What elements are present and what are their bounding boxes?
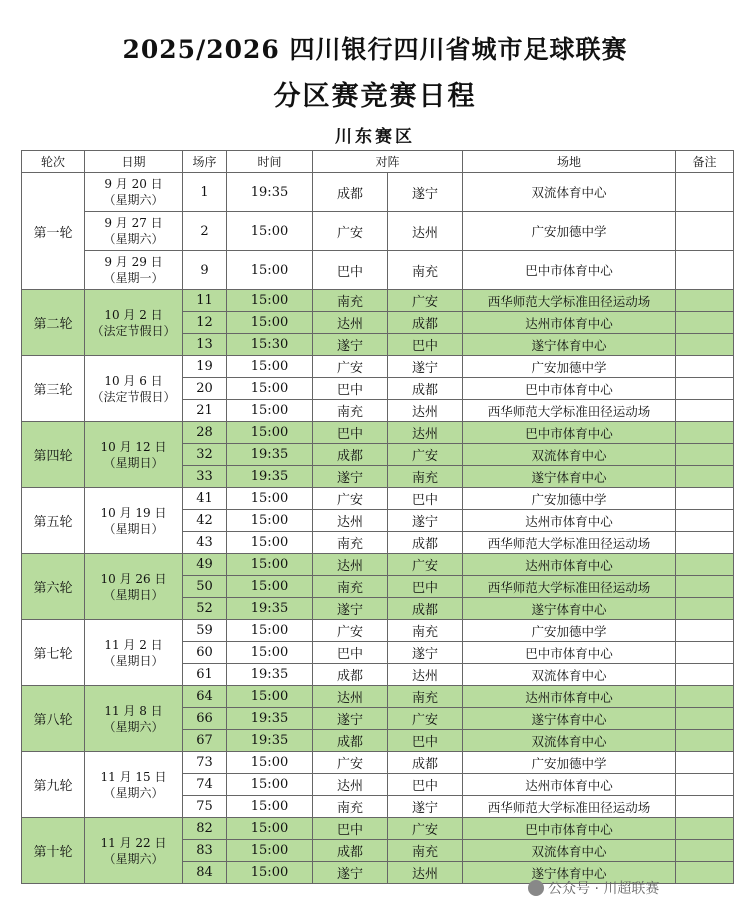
away-team: 达州 xyxy=(388,422,463,444)
date-cell xyxy=(85,212,183,251)
home-team: 广安 xyxy=(313,356,388,378)
home-team: 南充 xyxy=(313,400,388,422)
match-time: 15:00 xyxy=(227,686,313,708)
away-team: 巴中 xyxy=(388,488,463,510)
match-time: 15:00 xyxy=(227,576,313,598)
remarks xyxy=(676,752,734,774)
table-row xyxy=(22,752,734,774)
away-team: 南充 xyxy=(388,686,463,708)
date-line1: 10 月 12 日 xyxy=(100,439,167,454)
match-time: 15:30 xyxy=(227,334,313,356)
home-team: 达州 xyxy=(313,774,388,796)
match-no: 49 xyxy=(183,554,227,576)
home-team: 成都 xyxy=(313,173,388,212)
round-cell: 第七轮 xyxy=(22,620,85,686)
header-round: 轮次 xyxy=(22,151,85,173)
match-no: 59 xyxy=(183,620,227,642)
match-no: 32 xyxy=(183,444,227,466)
away-team: 遂宁 xyxy=(388,642,463,664)
match-no: 66 xyxy=(183,708,227,730)
remarks xyxy=(676,532,734,554)
away-team: 巴中 xyxy=(388,576,463,598)
date-line2: （星期六） xyxy=(103,851,164,866)
match-no: 43 xyxy=(183,532,227,554)
date-cell xyxy=(85,173,183,212)
date-cell xyxy=(85,752,183,818)
remarks xyxy=(676,312,734,334)
table-row xyxy=(22,251,734,290)
remarks xyxy=(676,862,734,884)
home-team: 南充 xyxy=(313,532,388,554)
match-no: 61 xyxy=(183,664,227,686)
date-line1: 10 月 2 日 xyxy=(104,307,163,322)
header-date: 日期 xyxy=(85,151,183,173)
table-row xyxy=(22,356,734,378)
wechat-icon xyxy=(528,880,544,896)
away-team: 达州 xyxy=(388,862,463,884)
match-no: 84 xyxy=(183,862,227,884)
remarks xyxy=(676,664,734,686)
venue: 双流体育中心 xyxy=(463,730,676,752)
match-no: 83 xyxy=(183,840,227,862)
home-team: 广安 xyxy=(313,488,388,510)
home-team: 成都 xyxy=(313,840,388,862)
away-team: 南充 xyxy=(388,466,463,488)
date-line2: （星期六） xyxy=(103,719,164,734)
away-team: 成都 xyxy=(388,532,463,554)
venue: 广安加德中学 xyxy=(463,488,676,510)
match-no: 33 xyxy=(183,466,227,488)
match-time: 15:00 xyxy=(227,840,313,862)
venue: 双流体育中心 xyxy=(463,173,676,212)
venue: 双流体育中心 xyxy=(463,840,676,862)
venue: 广安加德中学 xyxy=(463,356,676,378)
match-time: 19:35 xyxy=(227,466,313,488)
remarks xyxy=(676,620,734,642)
match-time: 15:00 xyxy=(227,532,313,554)
venue: 西华师范大学标准田径运动场 xyxy=(463,576,676,598)
header-matchup: 对阵 xyxy=(313,151,463,173)
date-line1: 11 月 8 日 xyxy=(104,703,163,718)
match-time: 15:00 xyxy=(227,212,313,251)
remarks xyxy=(676,444,734,466)
table-row xyxy=(22,488,734,510)
home-team: 巴中 xyxy=(313,251,388,290)
match-time: 15:00 xyxy=(227,251,313,290)
remarks xyxy=(676,488,734,510)
away-team: 遂宁 xyxy=(388,796,463,818)
home-team: 成都 xyxy=(313,730,388,752)
date-line1: 11 月 22 日 xyxy=(100,835,167,850)
match-time: 19:35 xyxy=(227,708,313,730)
away-team: 广安 xyxy=(388,444,463,466)
remarks xyxy=(676,378,734,400)
header-match-no: 场序 xyxy=(183,151,227,173)
match-no: 42 xyxy=(183,510,227,532)
away-team: 遂宁 xyxy=(388,356,463,378)
away-team: 广安 xyxy=(388,554,463,576)
away-team: 巴中 xyxy=(388,334,463,356)
match-no: 13 xyxy=(183,334,227,356)
match-no: 75 xyxy=(183,796,227,818)
table-row xyxy=(22,422,734,444)
home-team: 广安 xyxy=(313,212,388,251)
remarks xyxy=(676,212,734,251)
venue: 双流体育中心 xyxy=(463,444,676,466)
date-line2: （星期日） xyxy=(103,587,164,602)
away-team: 南充 xyxy=(388,251,463,290)
header-remarks: 备注 xyxy=(676,151,734,173)
date-cell xyxy=(85,686,183,752)
remarks xyxy=(676,356,734,378)
match-time: 19:35 xyxy=(227,444,313,466)
match-no: 28 xyxy=(183,422,227,444)
schedule-body xyxy=(22,173,734,884)
table-row xyxy=(22,290,734,312)
match-no: 52 xyxy=(183,598,227,620)
remarks xyxy=(676,774,734,796)
venue: 遂宁体育中心 xyxy=(463,598,676,620)
date-cell xyxy=(85,290,183,356)
region-label: 川东赛区 xyxy=(335,127,415,147)
venue: 达州市体育中心 xyxy=(463,510,676,532)
away-team: 广安 xyxy=(388,708,463,730)
match-time: 15:00 xyxy=(227,488,313,510)
home-team: 达州 xyxy=(313,686,388,708)
remarks xyxy=(676,510,734,532)
home-team: 遂宁 xyxy=(313,466,388,488)
home-team: 达州 xyxy=(313,554,388,576)
match-time: 15:00 xyxy=(227,290,313,312)
remarks xyxy=(676,642,734,664)
watermark xyxy=(528,878,659,898)
date-line1: 9 月 27 日 xyxy=(104,216,163,230)
remarks xyxy=(676,290,734,312)
home-team: 南充 xyxy=(313,290,388,312)
match-no: 64 xyxy=(183,686,227,708)
venue: 广安加德中学 xyxy=(463,212,676,251)
home-team: 广安 xyxy=(313,752,388,774)
remarks xyxy=(676,730,734,752)
away-team: 广安 xyxy=(388,818,463,840)
venue: 达州市体育中心 xyxy=(463,554,676,576)
match-time: 15:00 xyxy=(227,818,313,840)
remarks xyxy=(676,576,734,598)
round-cell: 第六轮 xyxy=(22,554,85,620)
away-team: 遂宁 xyxy=(388,173,463,212)
match-no: 11 xyxy=(183,290,227,312)
match-no: 21 xyxy=(183,400,227,422)
venue: 西华师范大学标准田径运动场 xyxy=(463,400,676,422)
away-team: 成都 xyxy=(388,378,463,400)
venue: 巴中市体育中心 xyxy=(463,422,676,444)
table-row xyxy=(22,173,734,212)
home-team: 遂宁 xyxy=(313,708,388,730)
home-team: 巴中 xyxy=(313,378,388,400)
home-team: 巴中 xyxy=(313,642,388,664)
venue: 巴中市体育中心 xyxy=(463,251,676,290)
venue: 达州市体育中心 xyxy=(463,686,676,708)
round-cell: 第五轮 xyxy=(22,488,85,554)
round-cell: 第三轮 xyxy=(22,356,85,422)
date-line2: （星期六） xyxy=(103,232,164,246)
match-time: 19:35 xyxy=(227,664,313,686)
remarks xyxy=(676,598,734,620)
venue: 达州市体育中心 xyxy=(463,774,676,796)
match-time: 15:00 xyxy=(227,642,313,664)
away-team: 南充 xyxy=(388,620,463,642)
match-no: 82 xyxy=(183,818,227,840)
remarks xyxy=(676,173,734,212)
match-no: 67 xyxy=(183,730,227,752)
venue: 达州市体育中心 xyxy=(463,312,676,334)
venue: 西华师范大学标准田径运动场 xyxy=(463,290,676,312)
date-line2: （星期六） xyxy=(103,193,164,207)
date-cell xyxy=(85,422,183,488)
away-team: 巴中 xyxy=(388,730,463,752)
date-cell xyxy=(85,356,183,422)
date-line2: （星期一） xyxy=(103,271,164,285)
match-no: 9 xyxy=(183,251,227,290)
table-row xyxy=(22,554,734,576)
match-time: 15:00 xyxy=(227,422,313,444)
home-team: 遂宁 xyxy=(313,598,388,620)
date-line2: （法定节假日） xyxy=(91,389,176,404)
watermark-text: 公众号 · 川超联赛 xyxy=(548,881,660,897)
match-no: 20 xyxy=(183,378,227,400)
header-venue: 场地 xyxy=(463,151,676,173)
away-team: 成都 xyxy=(388,752,463,774)
remarks xyxy=(676,400,734,422)
away-team: 南充 xyxy=(388,840,463,862)
header-time: 时间 xyxy=(227,151,313,173)
date-line2: （星期六） xyxy=(103,785,164,800)
venue: 遂宁体育中心 xyxy=(463,862,676,884)
table-row xyxy=(22,818,734,840)
home-team: 巴中 xyxy=(313,818,388,840)
round-cell: 第十轮 xyxy=(22,818,85,884)
match-time: 15:00 xyxy=(227,378,313,400)
match-no: 1 xyxy=(183,173,227,212)
match-time: 15:00 xyxy=(227,356,313,378)
remarks xyxy=(676,251,734,290)
match-no: 19 xyxy=(183,356,227,378)
away-team: 达州 xyxy=(388,400,463,422)
round-cell: 第九轮 xyxy=(22,752,85,818)
venue: 遂宁体育中心 xyxy=(463,334,676,356)
venue: 双流体育中心 xyxy=(463,664,676,686)
match-time: 19:35 xyxy=(227,598,313,620)
match-no: 60 xyxy=(183,642,227,664)
schedule-table xyxy=(21,150,734,884)
away-team: 达州 xyxy=(388,212,463,251)
venue: 广安加德中学 xyxy=(463,752,676,774)
date-line1: 9 月 20 日 xyxy=(104,177,163,191)
date-line1: 9 月 29 日 xyxy=(104,255,163,269)
match-time: 15:00 xyxy=(227,510,313,532)
remarks xyxy=(676,796,734,818)
remarks xyxy=(676,554,734,576)
date-cell xyxy=(85,818,183,884)
venue: 遂宁体育中心 xyxy=(463,708,676,730)
remarks xyxy=(676,686,734,708)
date-cell xyxy=(85,554,183,620)
match-time: 15:00 xyxy=(227,620,313,642)
date-cell xyxy=(85,488,183,554)
date-line1: 10 月 6 日 xyxy=(104,373,163,388)
match-no: 12 xyxy=(183,312,227,334)
home-team: 成都 xyxy=(313,444,388,466)
date-cell xyxy=(85,251,183,290)
away-team: 成都 xyxy=(388,312,463,334)
date-line2: （星期日） xyxy=(103,653,164,668)
match-time: 19:35 xyxy=(227,730,313,752)
away-team: 达州 xyxy=(388,664,463,686)
venue: 遂宁体育中心 xyxy=(463,466,676,488)
home-team: 遂宁 xyxy=(313,862,388,884)
home-team: 南充 xyxy=(313,576,388,598)
remarks xyxy=(676,708,734,730)
match-no: 50 xyxy=(183,576,227,598)
remarks xyxy=(676,818,734,840)
match-no: 73 xyxy=(183,752,227,774)
date-cell xyxy=(85,620,183,686)
remarks xyxy=(676,840,734,862)
remarks xyxy=(676,422,734,444)
date-line2: （星期日） xyxy=(103,521,164,536)
home-team: 遂宁 xyxy=(313,334,388,356)
date-line1: 11 月 2 日 xyxy=(104,637,163,652)
round-cell: 第二轮 xyxy=(22,290,85,356)
round-cell: 第一轮 xyxy=(22,173,85,290)
remarks xyxy=(676,334,734,356)
home-team: 南充 xyxy=(313,796,388,818)
venue: 西华师范大学标准田径运动场 xyxy=(463,796,676,818)
venue: 广安加德中学 xyxy=(463,620,676,642)
table-row xyxy=(22,620,734,642)
venue: 巴中市体育中心 xyxy=(463,378,676,400)
home-team: 巴中 xyxy=(313,422,388,444)
venue: 巴中市体育中心 xyxy=(463,642,676,664)
round-cell: 第八轮 xyxy=(22,686,85,752)
match-no: 41 xyxy=(183,488,227,510)
match-time: 15:00 xyxy=(227,752,313,774)
title-sub: 分区赛竞赛日程 xyxy=(273,81,477,112)
away-team: 广安 xyxy=(388,290,463,312)
away-team: 巴中 xyxy=(388,774,463,796)
remarks xyxy=(676,466,734,488)
match-time: 15:00 xyxy=(227,554,313,576)
date-line2: （星期日） xyxy=(103,455,164,470)
home-team: 达州 xyxy=(313,510,388,532)
match-time: 19:35 xyxy=(227,173,313,212)
venue: 巴中市体育中心 xyxy=(463,818,676,840)
match-time: 15:00 xyxy=(227,774,313,796)
table-row xyxy=(22,212,734,251)
title-main: 2025/2026 四川银行四川省城市足球联赛 xyxy=(122,35,628,64)
away-team: 遂宁 xyxy=(388,510,463,532)
date-line1: 11 月 15 日 xyxy=(100,769,167,784)
match-no: 2 xyxy=(183,212,227,251)
match-time: 15:00 xyxy=(227,400,313,422)
table-row xyxy=(22,686,734,708)
away-team: 成都 xyxy=(388,598,463,620)
date-line1: 10 月 26 日 xyxy=(100,571,167,586)
match-time: 15:00 xyxy=(227,312,313,334)
round-cell: 第四轮 xyxy=(22,422,85,488)
home-team: 广安 xyxy=(313,620,388,642)
match-time: 15:00 xyxy=(227,862,313,884)
venue: 西华师范大学标准田径运动场 xyxy=(463,532,676,554)
home-team: 成都 xyxy=(313,664,388,686)
date-line2: （法定节假日） xyxy=(91,323,176,338)
home-team: 达州 xyxy=(313,312,388,334)
match-no: 74 xyxy=(183,774,227,796)
match-time: 15:00 xyxy=(227,796,313,818)
date-line1: 10 月 19 日 xyxy=(100,505,167,520)
